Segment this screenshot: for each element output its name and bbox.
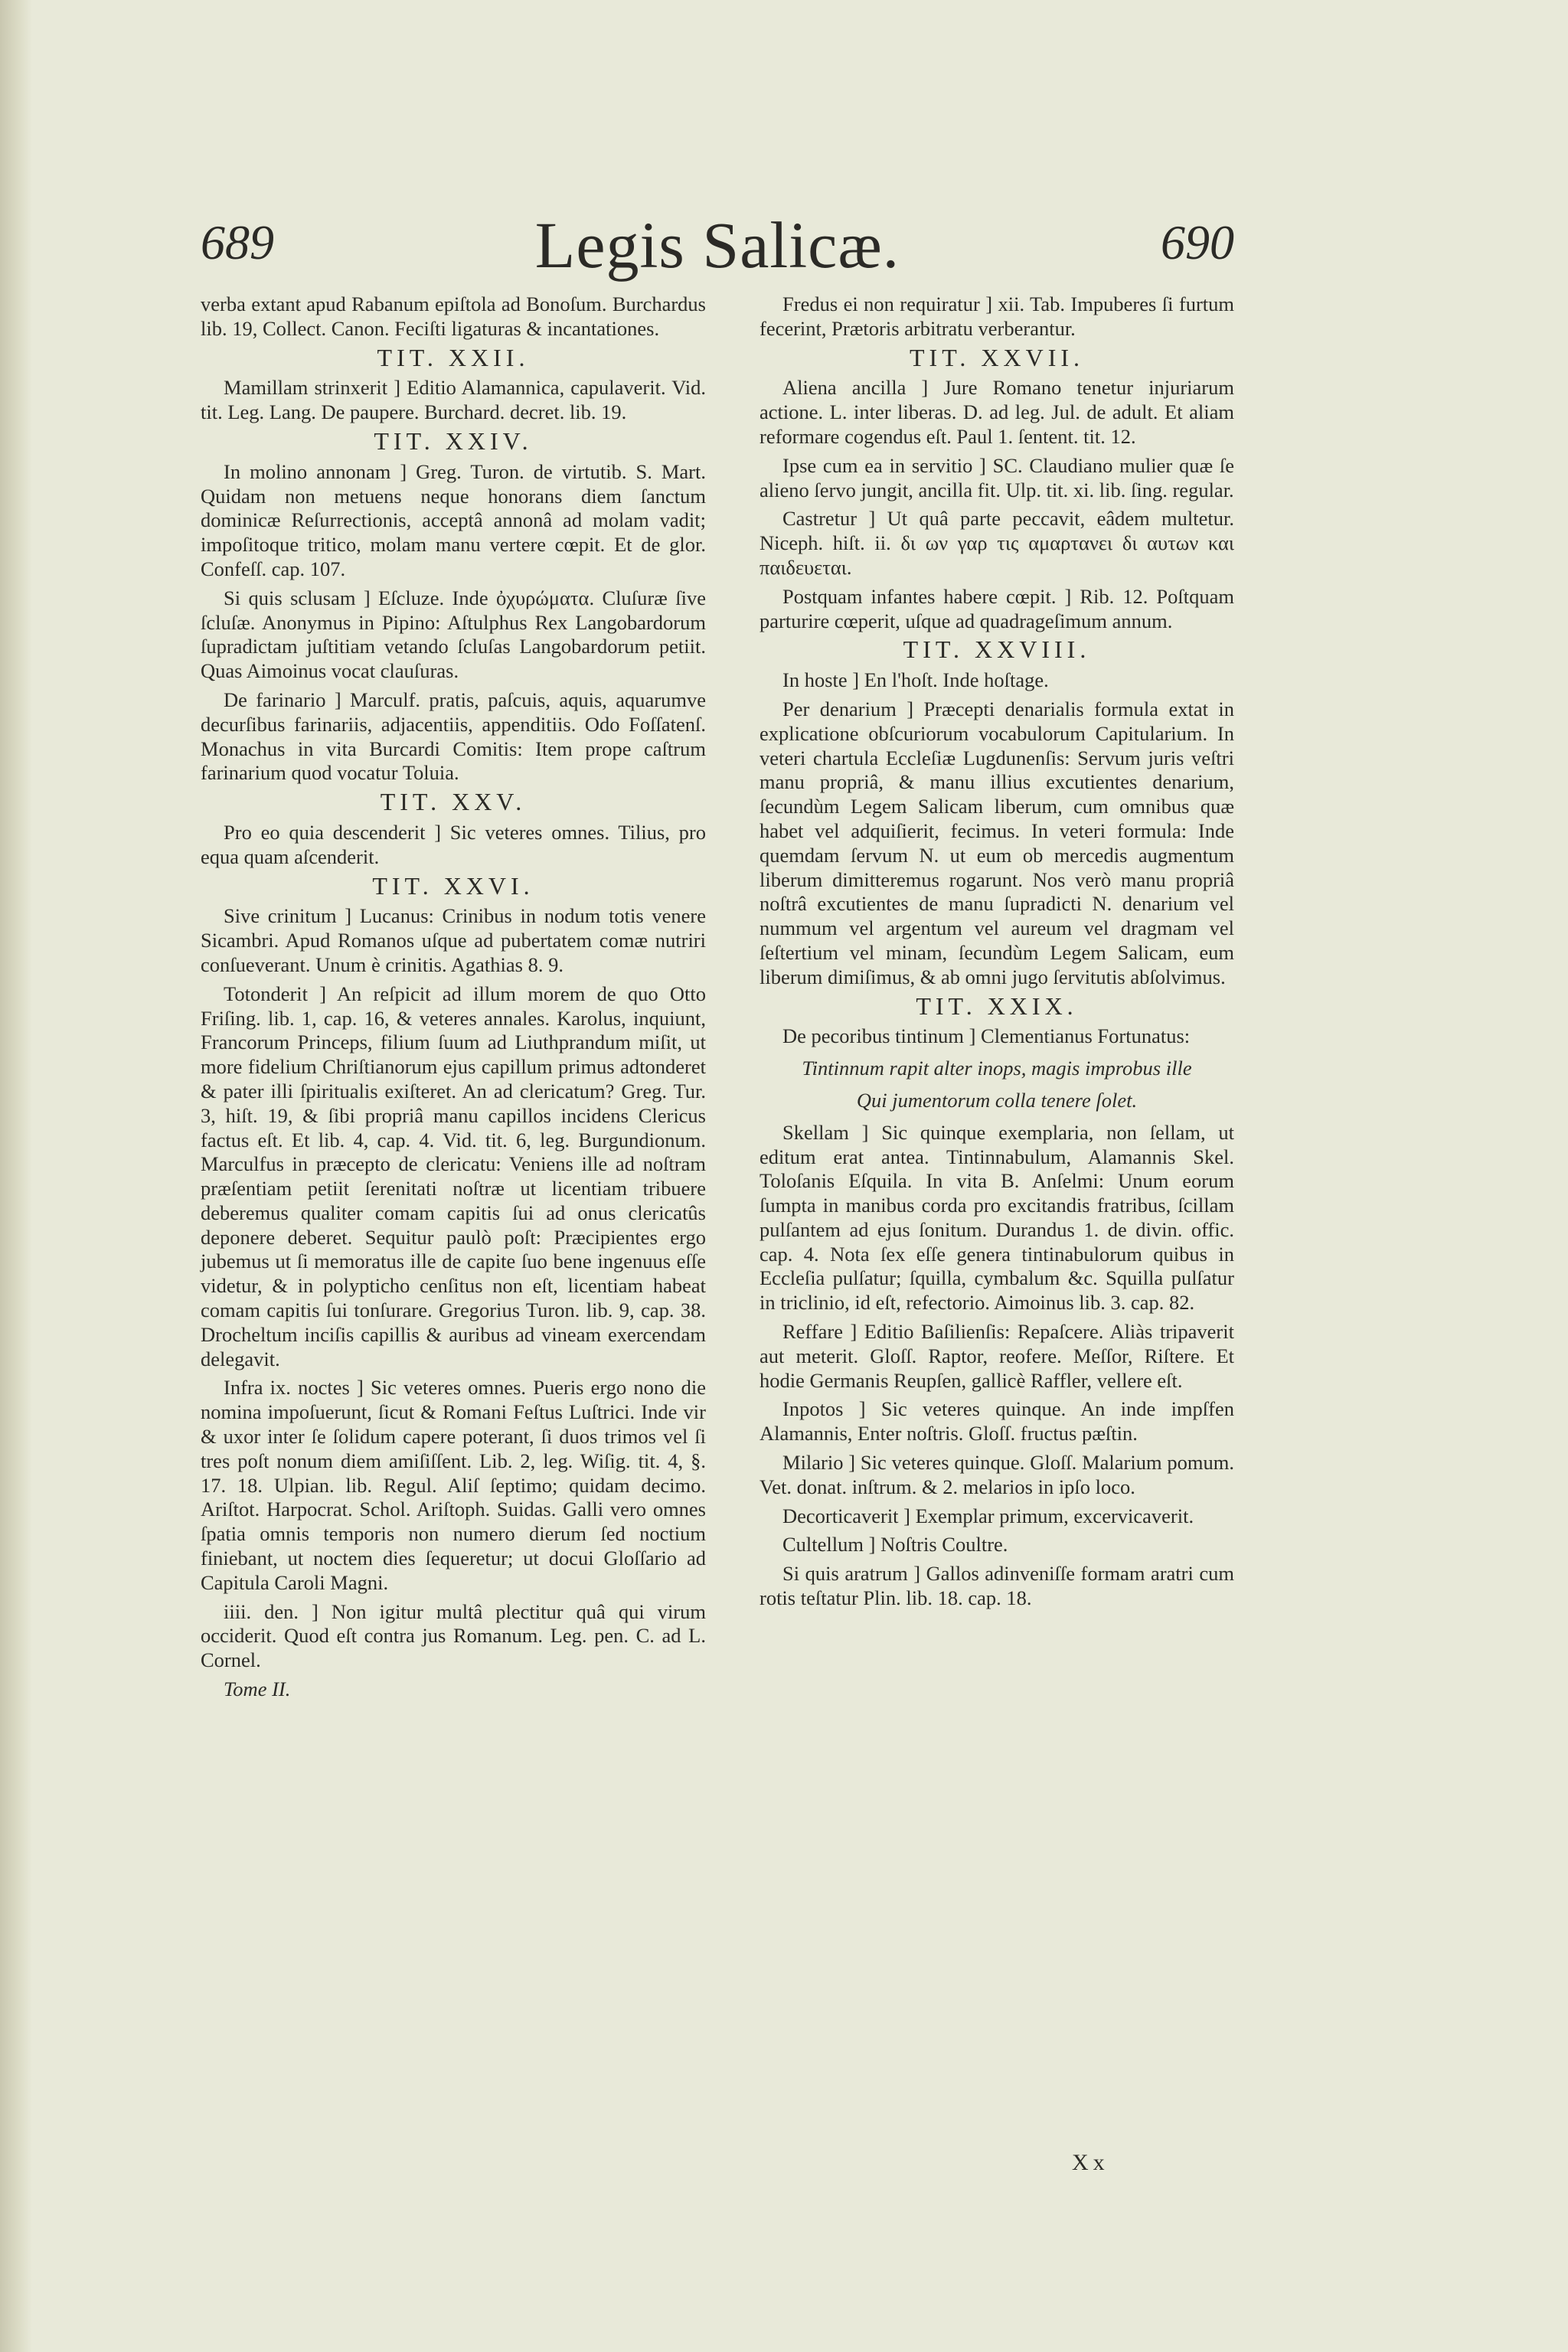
paragraph: In molino annonam ] Greg. Turon. de virtutib. S. Mart. Quidam non metuens neque honorans diem ſanctum dominicæ Reſurrectionis, acceptâ annonâ ad molam vadit; impoſitoque tritico, molam manu vertere cœpit. Et de glor. Confeſſ. cap. 107.	[201, 459, 706, 580]
paragraph: Pro eo quia descenderit ] Sic veteres omnes. Tilius, pro equa quam aſcenderit.	[201, 820, 706, 868]
paragraph: De farinario ] Marculf. pratis, paſcuis, aquis, aquarumve decurſibus farinariis, adjacentiis, appenditiis. Odo Foſſatenſ. Monachus in vita Burcardi Comitis: Item prope caſtrum farinarium quod vocatur Toluia.	[201, 688, 706, 785]
paragraph: Totonderit ] An reſpicit ad illum morem de quo Otto Friſing. lib. 1, cap. 16, & veteres annales. Karolus, inquiunt, Francorum Princeps, filium ſuum ad Liuthprandum miſit, ut more fidelium Chriſtianorum ejus capillum primus adtonderet & pater illi ſpiritualis exiſteret. An ad clericatum? Greg. Tur. 3, hiſt. 19, & ſibi propriâ manu capillos incidens Clericus factus eſt. Et lib. 4, cap. 4. Vid. tit. 6, leg. Burgundionum. Marculfus in præcepto de clericatu: Veniens ille ad noſtram præſentiam petiit ſerenitati noſtræ ut licentiam tribuere deberemus qualiter comam capitis ſui ad onus clericatûs deponere deberet. Sequitur paulò poſt: Præcipientes ergo jubemus ut ſi memoratus ille de capite ſuo bene ingenuus eſſe videtur, & in polypticho cenſitus non eſt, licentiam habeat comam capitis ſui tonſurare. Gregorius Turon. lib. 9, cap. 38. Drocheltum inciſis capillis & auribus ad vineam exercendam delegavit.	[201, 982, 706, 1370]
paragraph: In hoste ] En l'hoſt. Inde hoſtage.	[782, 668, 1049, 692]
running-title: Legis Salicæ.	[534, 208, 900, 282]
paragraph: Inpotos ] Sic veteres quinque. An inde impſfen Alamannis, Enter noſtris. Gloſſ. fructus pæſtin.	[760, 1397, 1234, 1446]
paragraph: De pecoribus tintinum ] Clementianus Fortunatus:	[782, 1024, 1191, 1048]
signature-mark: Xx	[1072, 2150, 1109, 2175]
paragraph: Aliena ancilla ] Jure Romano tenetur injuriarum actione. L. inter liberas. D. ad leg. Jul. de adult. Et aliam reformare cogendus eſt. Paul 1. ſentent. tit. 12.	[760, 376, 1234, 448]
section-heading: TIT. XXVI.	[372, 871, 534, 900]
paragraph: Skellam ] Sic quinque exemplaria, non ſellam, ut editum erat antea. Tintinnabulum, Alamannis Skel. Toloſanis Eſquila. In vita B. Anſelmi: Unum eorum ſumpta in manibus corda pro excitandis fratribus, ſcillam pulſantem ad ejus ſonitum. Durandus 1. de divin. offic. cap. 4. Nota ſex eſſe genera tintinabulorum quibus in Eccleſia pulſatur; ſquilla, cymbalum &c. Squilla pulſatur in triclinio, id eſt, refectorio. Aimoinus lib. 3. cap. 82.	[760, 1120, 1234, 1315]
paragraph: Postquam infantes habere cœpit. ] Rib. 12. Poſtquam parturire cœperit, uſque ad quadrageſimum annum.	[760, 584, 1234, 632]
page-number-right: 690	[1161, 215, 1234, 270]
paragraph: verba extant apud Rabanum epiſtola ad Bonoſum. Burchardus lib. 19, Collect. Canon. Feciſti ligaturas & incantationes.	[201, 292, 706, 340]
section-heading: TIT. XXII.	[377, 343, 530, 371]
paragraph: Decorticaverit ] Exemplar primum, excervicaverit.	[782, 1504, 1194, 1527]
section-heading: TIT. XXVII.	[909, 343, 1084, 371]
page-header	[201, 207, 1234, 291]
book-gutter	[0, 0, 32, 2352]
paragraph: Sive crinitum ] Lucanus: Crinibus in nodum totis venere Sicambri. Apud Romanos uſque ad pubertatem comæ nutriri conſueverant. Unum è crinitis. Agathias 8. 9.	[201, 904, 706, 976]
verse-line: Qui jumentorum colla tenere ſolet.	[856, 1088, 1138, 1112]
verse-line: Tintinnum rapit alter inops, magis improbus ille	[802, 1057, 1192, 1080]
paragraph: Ipse cum ea in servitio ] SC. Claudiano mulier quæ ſe alieno ſervo jungit, ancilla fit. Ulp. tit. xi. lib. ſing. regular.	[760, 453, 1234, 501]
section-heading: TIT. XXIV.	[374, 426, 533, 455]
paragraph: Castretur ] Ut quâ parte peccavit, eâdem multetur. Niceph. hiſt. ii. δι ων γαρ τις αμαρτανει δι αυτων και παιδευεται.	[760, 507, 1234, 579]
paragraph: Infra ix. noctes ] Sic veteres omnes. Pueris ergo nono die nomina impoſuerunt, ſicut & Romani Feſtus Luſtrici. Inde vir & uxor inter ſe ſolidum capere poterant, ſi duos trimos vel ſi tres poſt nonum diem amiſiſſent. Lib. 2, leg. Wiſig. tit. 4, §. 17. 18. Ulpian. lib. Regul. Aliſ ſeptimo; quidam decimo. Ariſtot. Harpocrat. Schol. Ariſtoph. Suidas. Galli vero omnes ſpatia omnis temporis non numero dierum ſed noctium finiebant, ut noctem dies ſequeretur; ut docui Gloſſario ad Capitula Caroli Magni.	[201, 1376, 706, 1594]
paragraph: Cultellum ] Noſtris Coultre.	[782, 1533, 1008, 1557]
section-heading: TIT. XXVIII.	[903, 635, 1091, 664]
paragraph: Si quis sclusam ] Eſcluze. Inde ὀχυρώματα. Cluſuræ ſive ſcluſæ. Anonymus in Pipino: Aſtulphus Rex Langobardorum ſupradictam juſtitiam vetando ſcluſas Langobardorum petiit. Quas Aimoinus vocat clauſuras.	[201, 586, 706, 683]
paragraph: Fredus ei non requiratur ] xii. Tab. Impuberes ſi furtum fecerint, Prætoris arbitratu verberantur.	[760, 292, 1234, 340]
section-heading: TIT. XXV.	[380, 788, 527, 816]
section-heading: TIT. XXIX.	[916, 991, 1078, 1020]
paragraph: Reffare ] Editio Baſilienſis: Repaſcere. Aliàs tripaverit aut meterit. Gloſſ. Raptor, reofere. Meſſor, Riſtere. Et hodie Germanis Reupſen, gallicè Raffler, vellere eſt.	[760, 1320, 1234, 1392]
left-column	[201, 292, 706, 1707]
paragraph: Per denarium ] Præcepti denarialis formula extat in explicatione obſcuriorum vocabulorum Capitularium. In veteri chartula Eccleſiæ Lugdunenſis: Servum juris veſtri manu propriâ, & manu illius excutientes denarium, ſecundùm Legem Salicam liberum, cum omnibus quæ habet vel adquiſierit, fecimus. In veteri formula: Inde quemdam ſervum N. ut eum ob mercedis augmentum liberum dimitteremus rogarunt. Nos verò manu propriâ noſtrâ excutientes de manu ſupradicti N. denarium vel nummum vel argentum vel aureum vel dragmam vel ſeſtertium vel minam, ſecundùm Legem Salicam, eum liberum dimiſimus, & ab omni jugo ſervitutis abſolvimus.	[760, 697, 1234, 988]
paragraph: Si quis aratrum ] Gallos adinveniſſe formam aratri cum rotis teſtatur Plin. lib. 18. cap. 18.	[760, 1562, 1234, 1610]
paragraph: Mamillam strinxerit ] Editio Alamannica, capulaverit. Vid. tit. Leg. Lang. De paupere. Burchard. decret. lib. 19.	[201, 376, 706, 424]
paragraph: iiii. den. ] Non igitur multâ plectitur quâ qui virum occiderit. Quod eſt contra jus Romanum. Leg. pen. C. ad L. Cornel.	[201, 1599, 706, 1672]
paragraph: Milario ] Sic veteres quinque. Gloſſ. Malarium pomum. Vet. donat. inſtrum. & 2. melarios in ipſo loco.	[760, 1451, 1234, 1498]
right-column	[760, 292, 1234, 1615]
volume-marker: Tome II.	[224, 1677, 291, 1701]
page-number-left: 689	[201, 215, 274, 270]
